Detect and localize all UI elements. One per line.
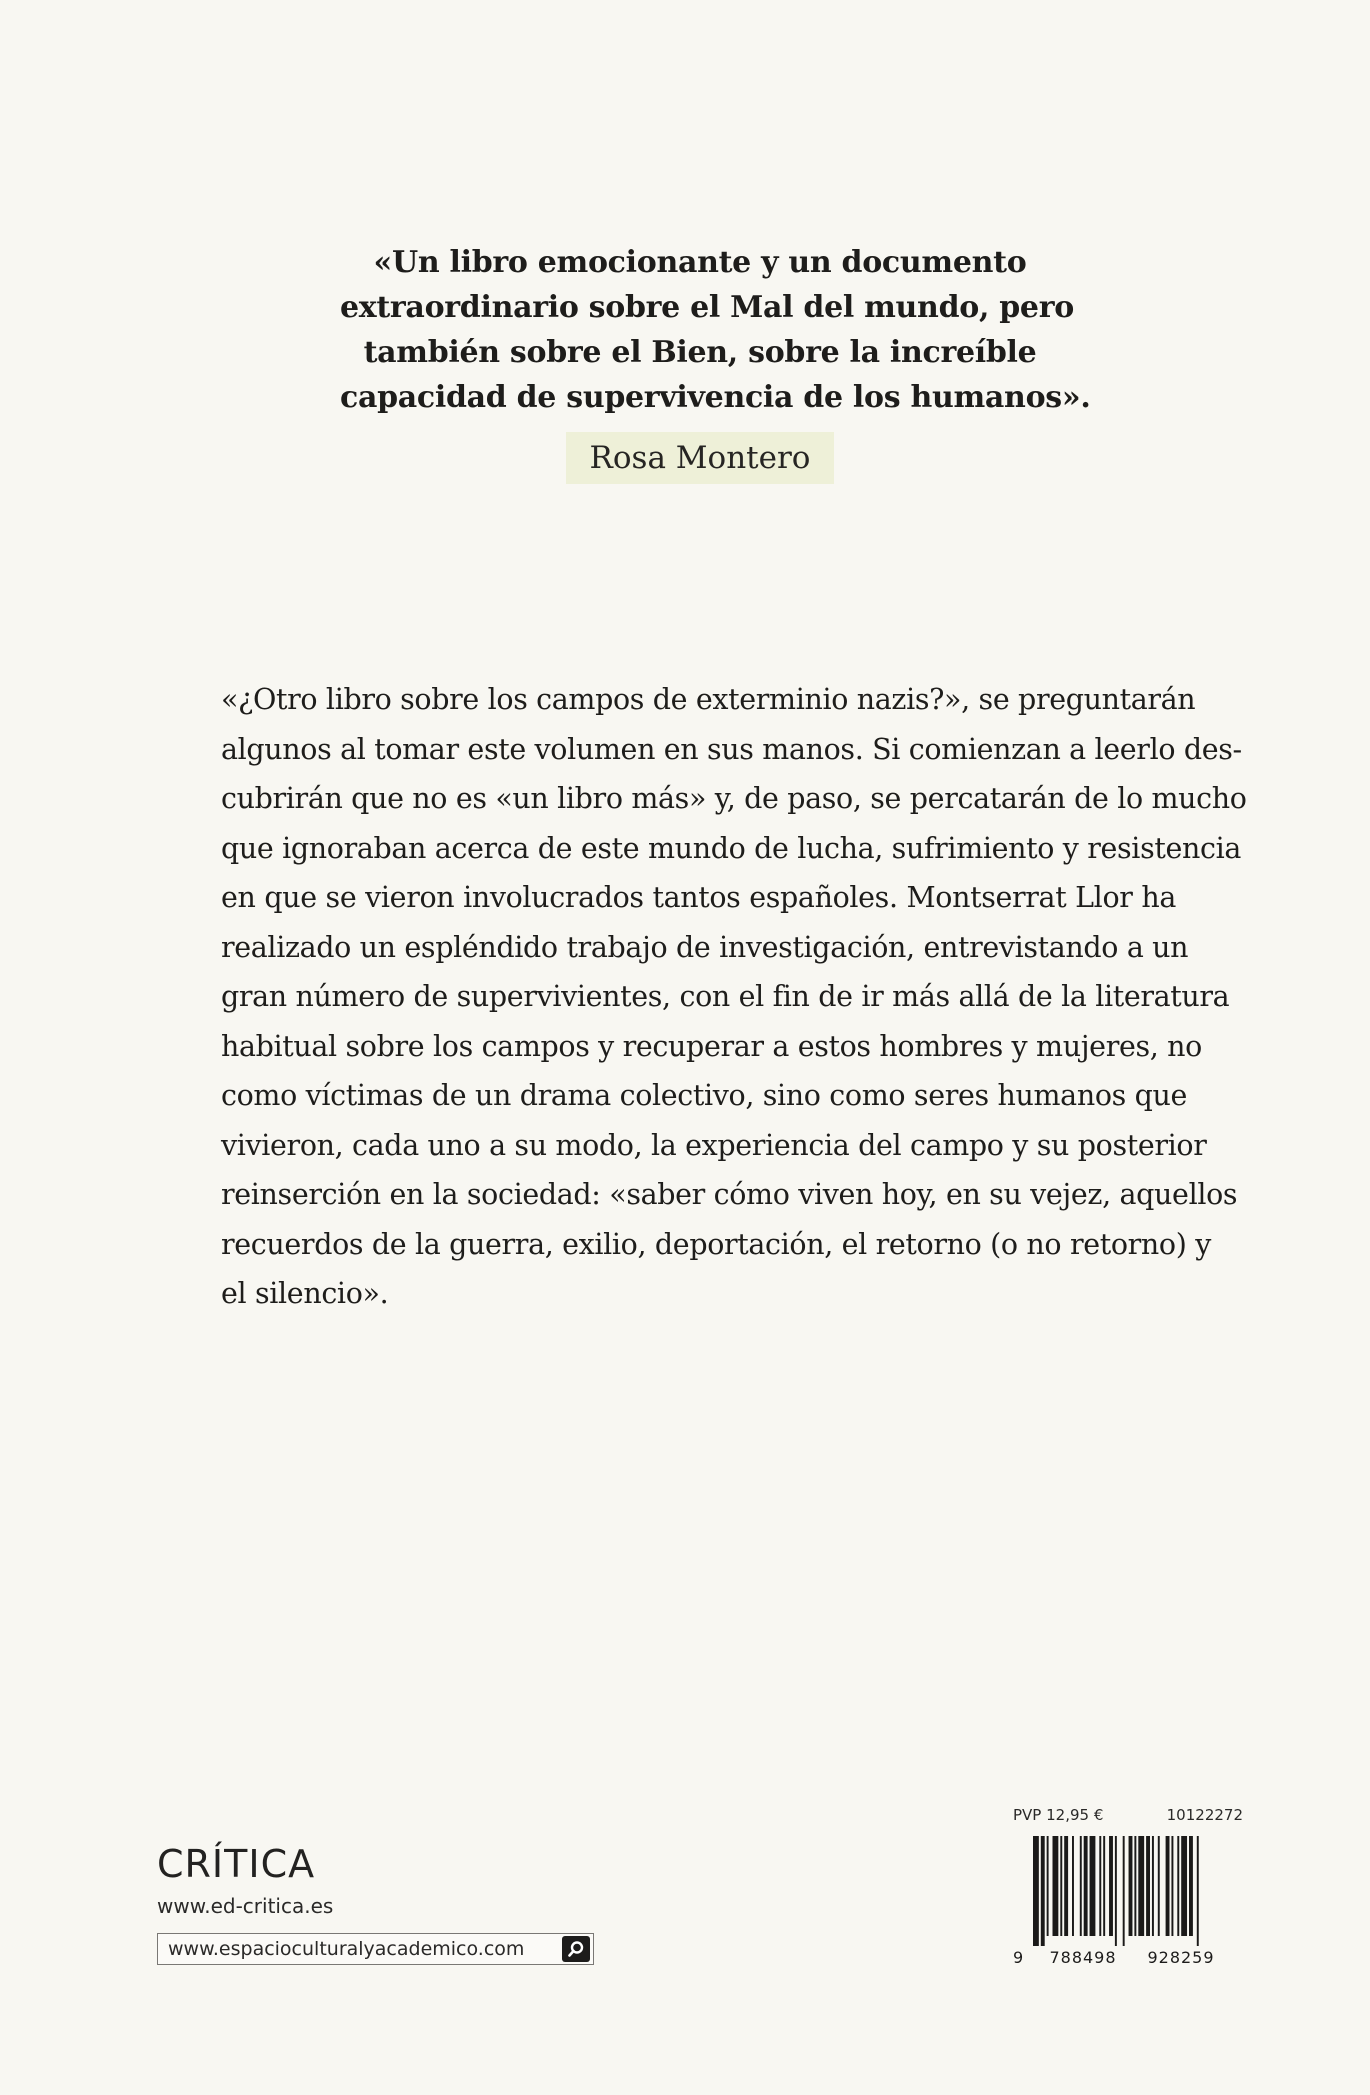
barcode-bar [1064,1836,1068,1936]
quote-author: Rosa Montero [566,432,835,484]
description-line: que ignoraban acerca de este mundo de lucha, sufrimiento y resistencia [221,831,1241,865]
description-line: cubrirán que no es «un libro más» y, de paso, se percatarán de lo mucho [221,782,1247,815]
barcode-area [1013,1804,1243,1967]
product-code: 10122272 [1166,1806,1243,1824]
barcode-bar [1189,1836,1193,1936]
barcode-bar [1115,1836,1117,1946]
description-line: recuerdos de la guerra, exilio, deportación, el retorno (o no retorno) y [221,1227,1211,1261]
search-url[interactable]: www.espacioculturalyacademico.com [168,1938,525,1960]
barcode-bar [1090,1836,1096,1936]
barcode-bar [1129,1836,1133,1936]
barcode-bar [1181,1836,1187,1936]
barcode-bar [1047,1836,1049,1936]
description-line: «¿Otro libro sobre los campos de exterminio nazis?», se preguntarán [221,683,1196,716]
barcode-bar [1146,1836,1150,1936]
publisher-block [157,1842,333,1918]
quote-line: capacidad de supervivencia de los humanos». [340,380,1091,415]
barcode-bar [1103,1836,1105,1936]
barcode-digits [1013,1948,1243,1967]
barcode-bar [1099,1836,1101,1936]
barcode-bar [1134,1836,1136,1936]
barcode-bar [1158,1836,1160,1936]
publisher-logo: CRÍTICA [157,1842,316,1886]
barcode-bar [1138,1836,1144,1936]
barcode-image [1013,1836,1243,1946]
barcode-bar [1084,1836,1088,1936]
barcode-lead-digit: 9 [1013,1948,1024,1967]
barcode-bar [1166,1836,1170,1936]
barcode-left-digits: 788498 [1049,1948,1117,1967]
description-line: en que se vieron involucrados tantos españoles. Montserrat Llor ha [221,881,1176,914]
description-line: reinserción en la sociedad: «saber cómo viven hoy, en su vejez, aquellos [221,1178,1238,1211]
publisher-url[interactable]: www.ed-critica.es [157,1894,334,1918]
quote-line: extraordinario sobre el Mal del mundo, pero [340,290,1074,325]
barcode-bar [1152,1836,1154,1936]
barcode-bar [1033,1836,1039,1946]
barcode-right-digits: 928259 [1147,1948,1215,1967]
search-icon[interactable] [562,1936,590,1962]
quote-line: también sobre el Bien, sobre la increíble [363,335,1037,370]
barcode-bar [1041,1836,1045,1946]
description-line: algunos al tomar este volumen en sus manos. Si comienzan a leerlo des- [221,732,1242,766]
description-line: vivieron, cada uno a su modo, la experiencia del campo y su posterior [221,1128,1207,1162]
quote-block [340,240,1091,484]
barcode-bar [1197,1836,1199,1946]
barcode-bar [1060,1836,1062,1936]
barcode-bar [1080,1836,1082,1936]
barcode-bar [1171,1836,1173,1936]
quote-attribution [340,432,1060,484]
barcode-bar [1123,1836,1125,1946]
description-line: como víctimas de un drama colectivo, sino como seres humanos que [221,1079,1188,1112]
description-line: gran número de supervivientes, con el fin de ir más allá de la literatura [221,980,1230,1013]
quote-line: «Un libro emocionante y un documento [373,245,1027,280]
barcode-bar [1053,1836,1059,1936]
price-label: PVP 12,95 € [1013,1806,1104,1824]
price-row [1013,1804,1243,1826]
description-line: el silencio». [221,1277,389,1310]
description-line: habitual sobre los campos y recuperar a estos hombres y mujeres, no [221,1029,1202,1063]
barcode-bar [1177,1836,1179,1936]
search-box[interactable] [157,1933,594,1965]
barcode-bar [1109,1836,1113,1936]
barcode-bar [1072,1836,1074,1936]
book-description [221,675,1247,1319]
description-line: realizado un espléndido trabajo de investigación, entrevistando a un [221,930,1189,964]
